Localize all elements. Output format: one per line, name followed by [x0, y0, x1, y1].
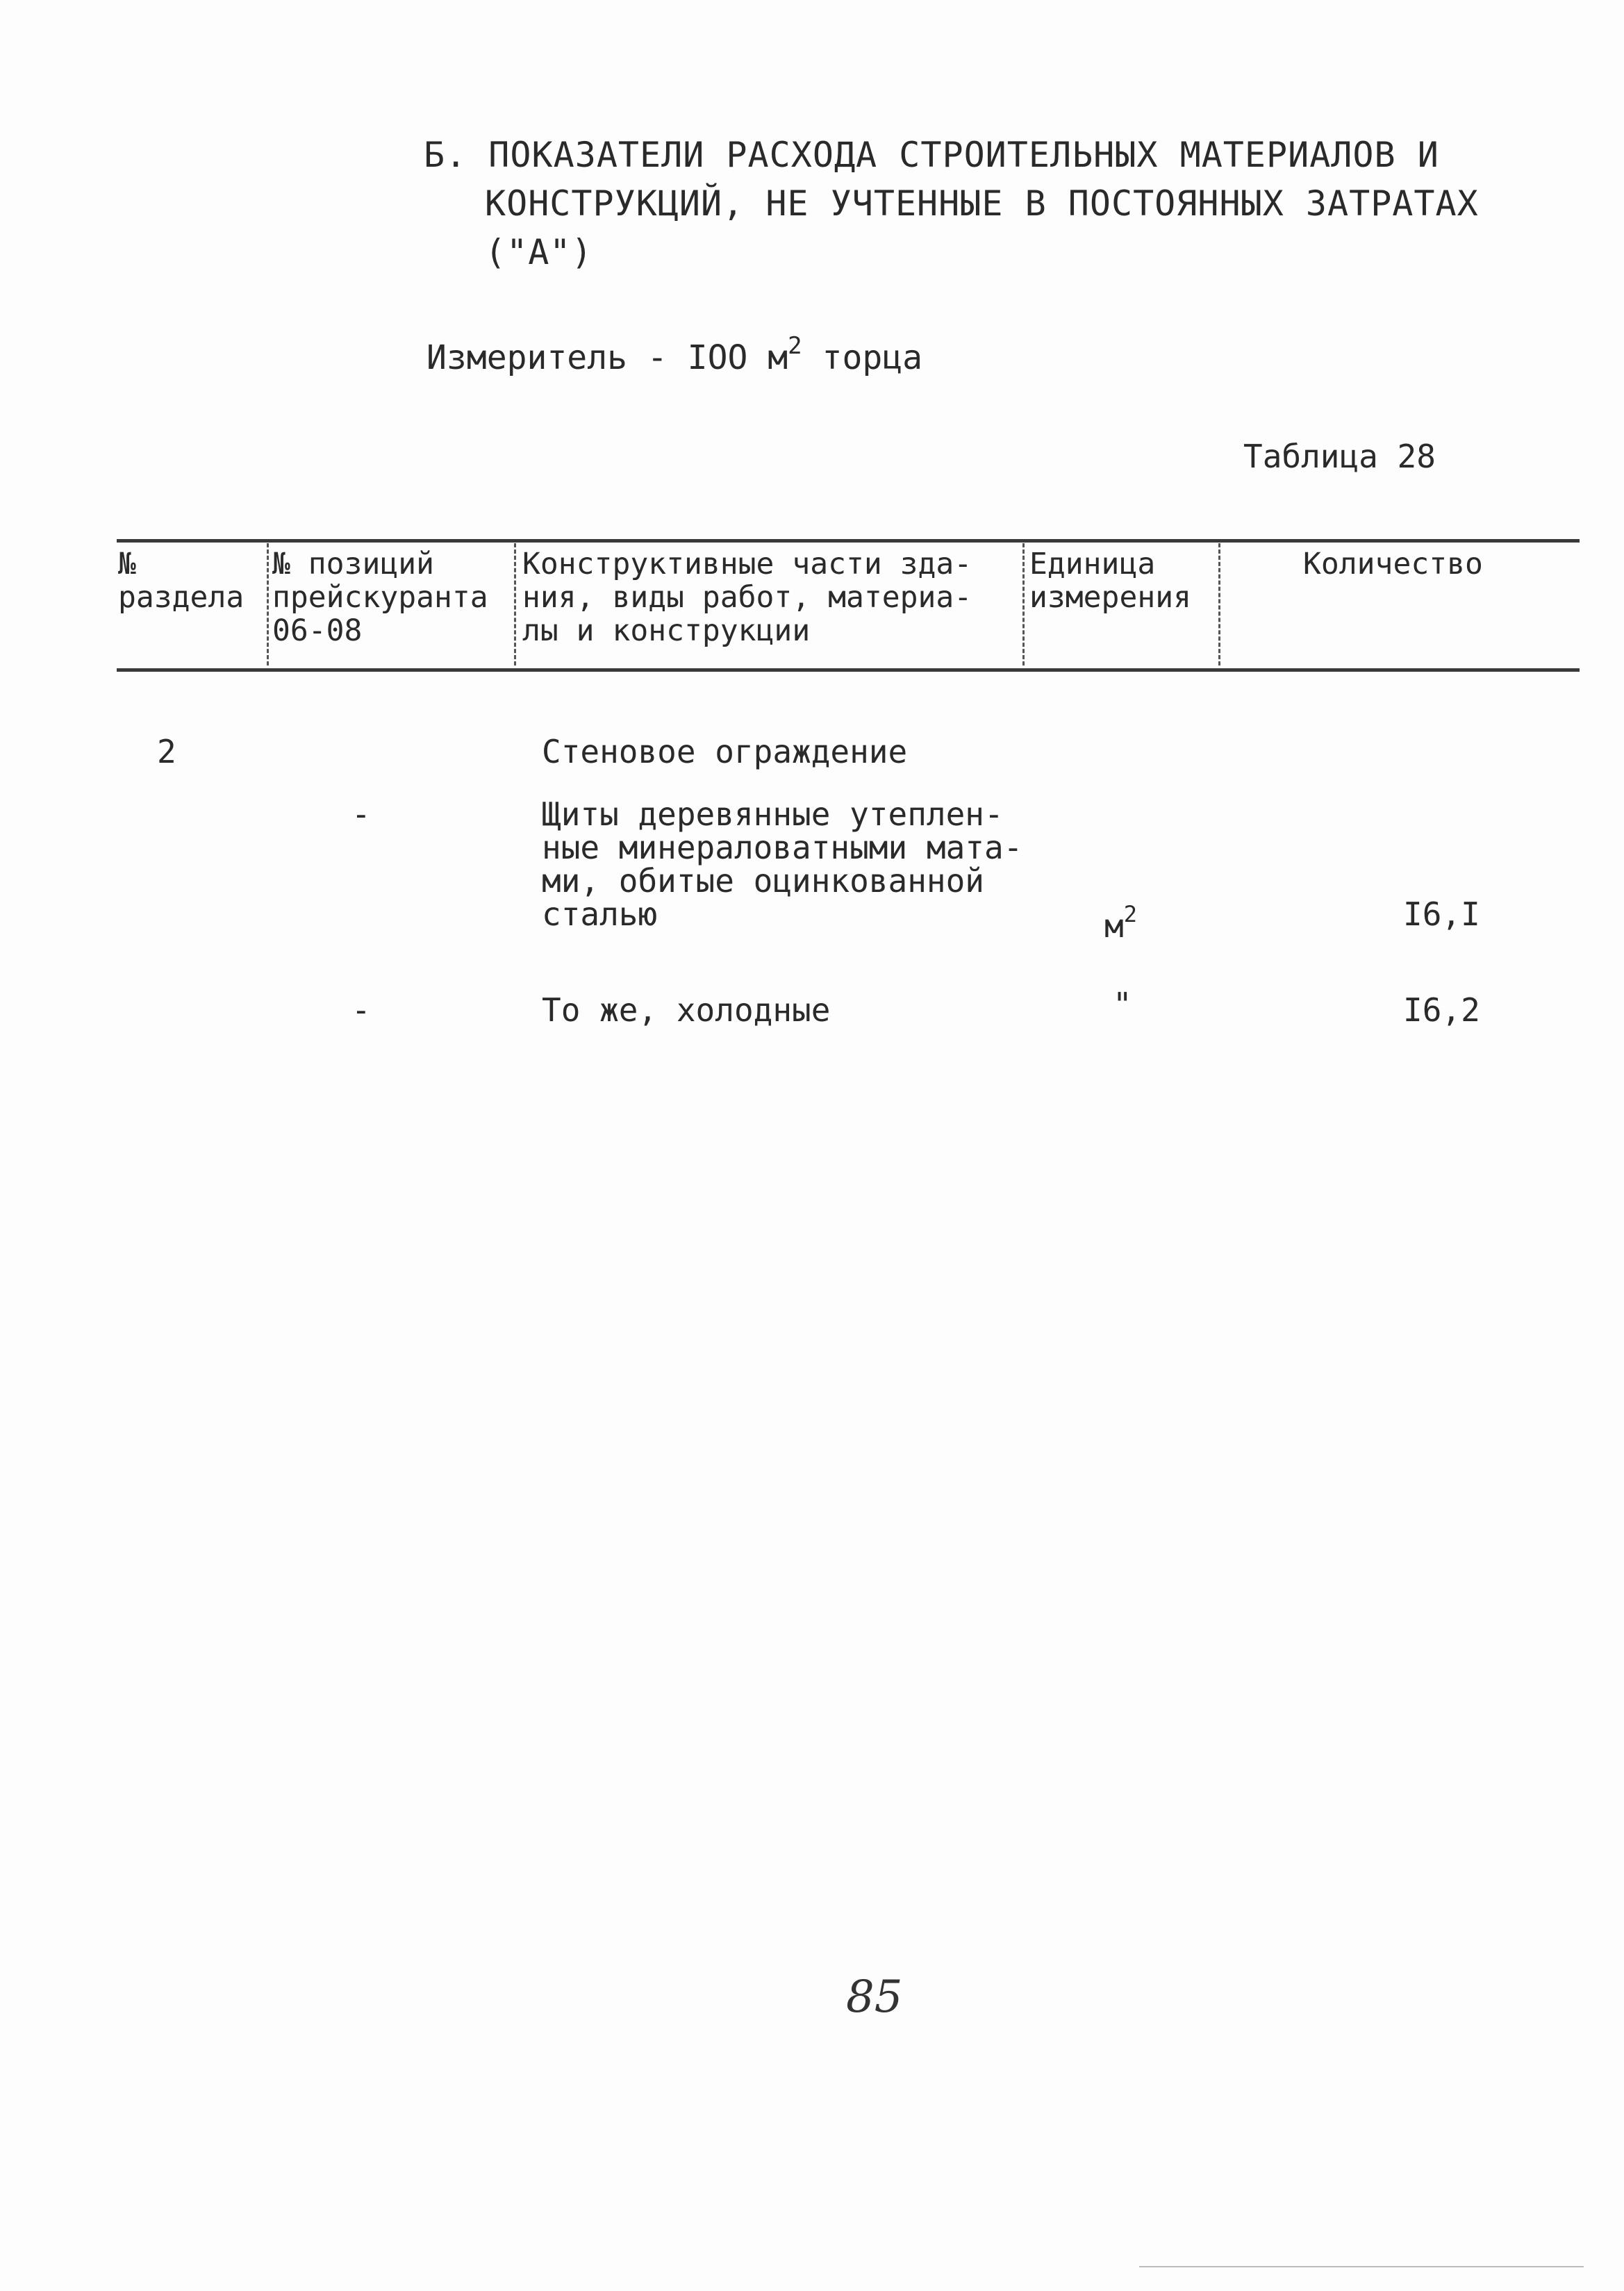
table-label: Таблица 28 [1243, 438, 1436, 475]
column-separator [1218, 543, 1220, 665]
column-separator [1022, 543, 1025, 665]
column-separator [267, 543, 269, 665]
header-description: Конструктивные части зда- ния, виды работ, материа- лы и конструкции [522, 547, 972, 648]
measure-suffix: торца [802, 338, 923, 377]
header-position-no: № позиций прейскуранта 06-08 [272, 547, 488, 648]
measure-sup: 2 [788, 332, 802, 360]
document-heading [424, 131, 1479, 276]
row-1-section: 2 [157, 733, 176, 770]
header-unit: Единица измерения [1029, 547, 1191, 615]
measure-text: Измеритель - IOO м [426, 338, 788, 377]
row-2-description: Щиты деревянные утеплен- ные минераловатными мата- ми, обитые оцинкованной сталью [542, 795, 1023, 933]
row-2-unit [1104, 898, 1137, 943]
footer-rule [1139, 2266, 1584, 2267]
row-3-position: - [351, 991, 371, 1029]
table-top-rule [117, 539, 1580, 543]
row-3-unit: " [1113, 986, 1132, 1023]
table-header-bottom-rule [117, 668, 1580, 672]
row-2-unit-text: м [1104, 907, 1124, 945]
row-2-unit-sup: 2 [1123, 901, 1137, 927]
row-2-position: - [351, 795, 371, 833]
heading-line-3: ("А") [485, 232, 593, 272]
column-separator [514, 543, 516, 665]
row-3-quantity: I6,2 [1403, 991, 1480, 1029]
header-section-no: № раздела [118, 547, 245, 615]
row-1-description: Стеновое ограждение [542, 733, 908, 770]
row-3-description: То же, холодные [542, 991, 831, 1029]
heading-line-1: Б. ПОКАЗАТЕЛИ РАСХОДА СТРОИТЕЛЬНЫХ МАТЕРИАЛОВ И [424, 135, 1439, 175]
header-quantity: Количество [1303, 547, 1483, 581]
heading-line-2: КОНСТРУКЦИЙ, НЕ УЧТЕННЫЕ В ПОСТОЯННЫХ ЗАТРАТАХ [485, 183, 1479, 224]
row-2-quantity: I6,I [1403, 895, 1480, 933]
page-number: 85 [846, 1971, 903, 2023]
measure-unit [426, 332, 922, 377]
